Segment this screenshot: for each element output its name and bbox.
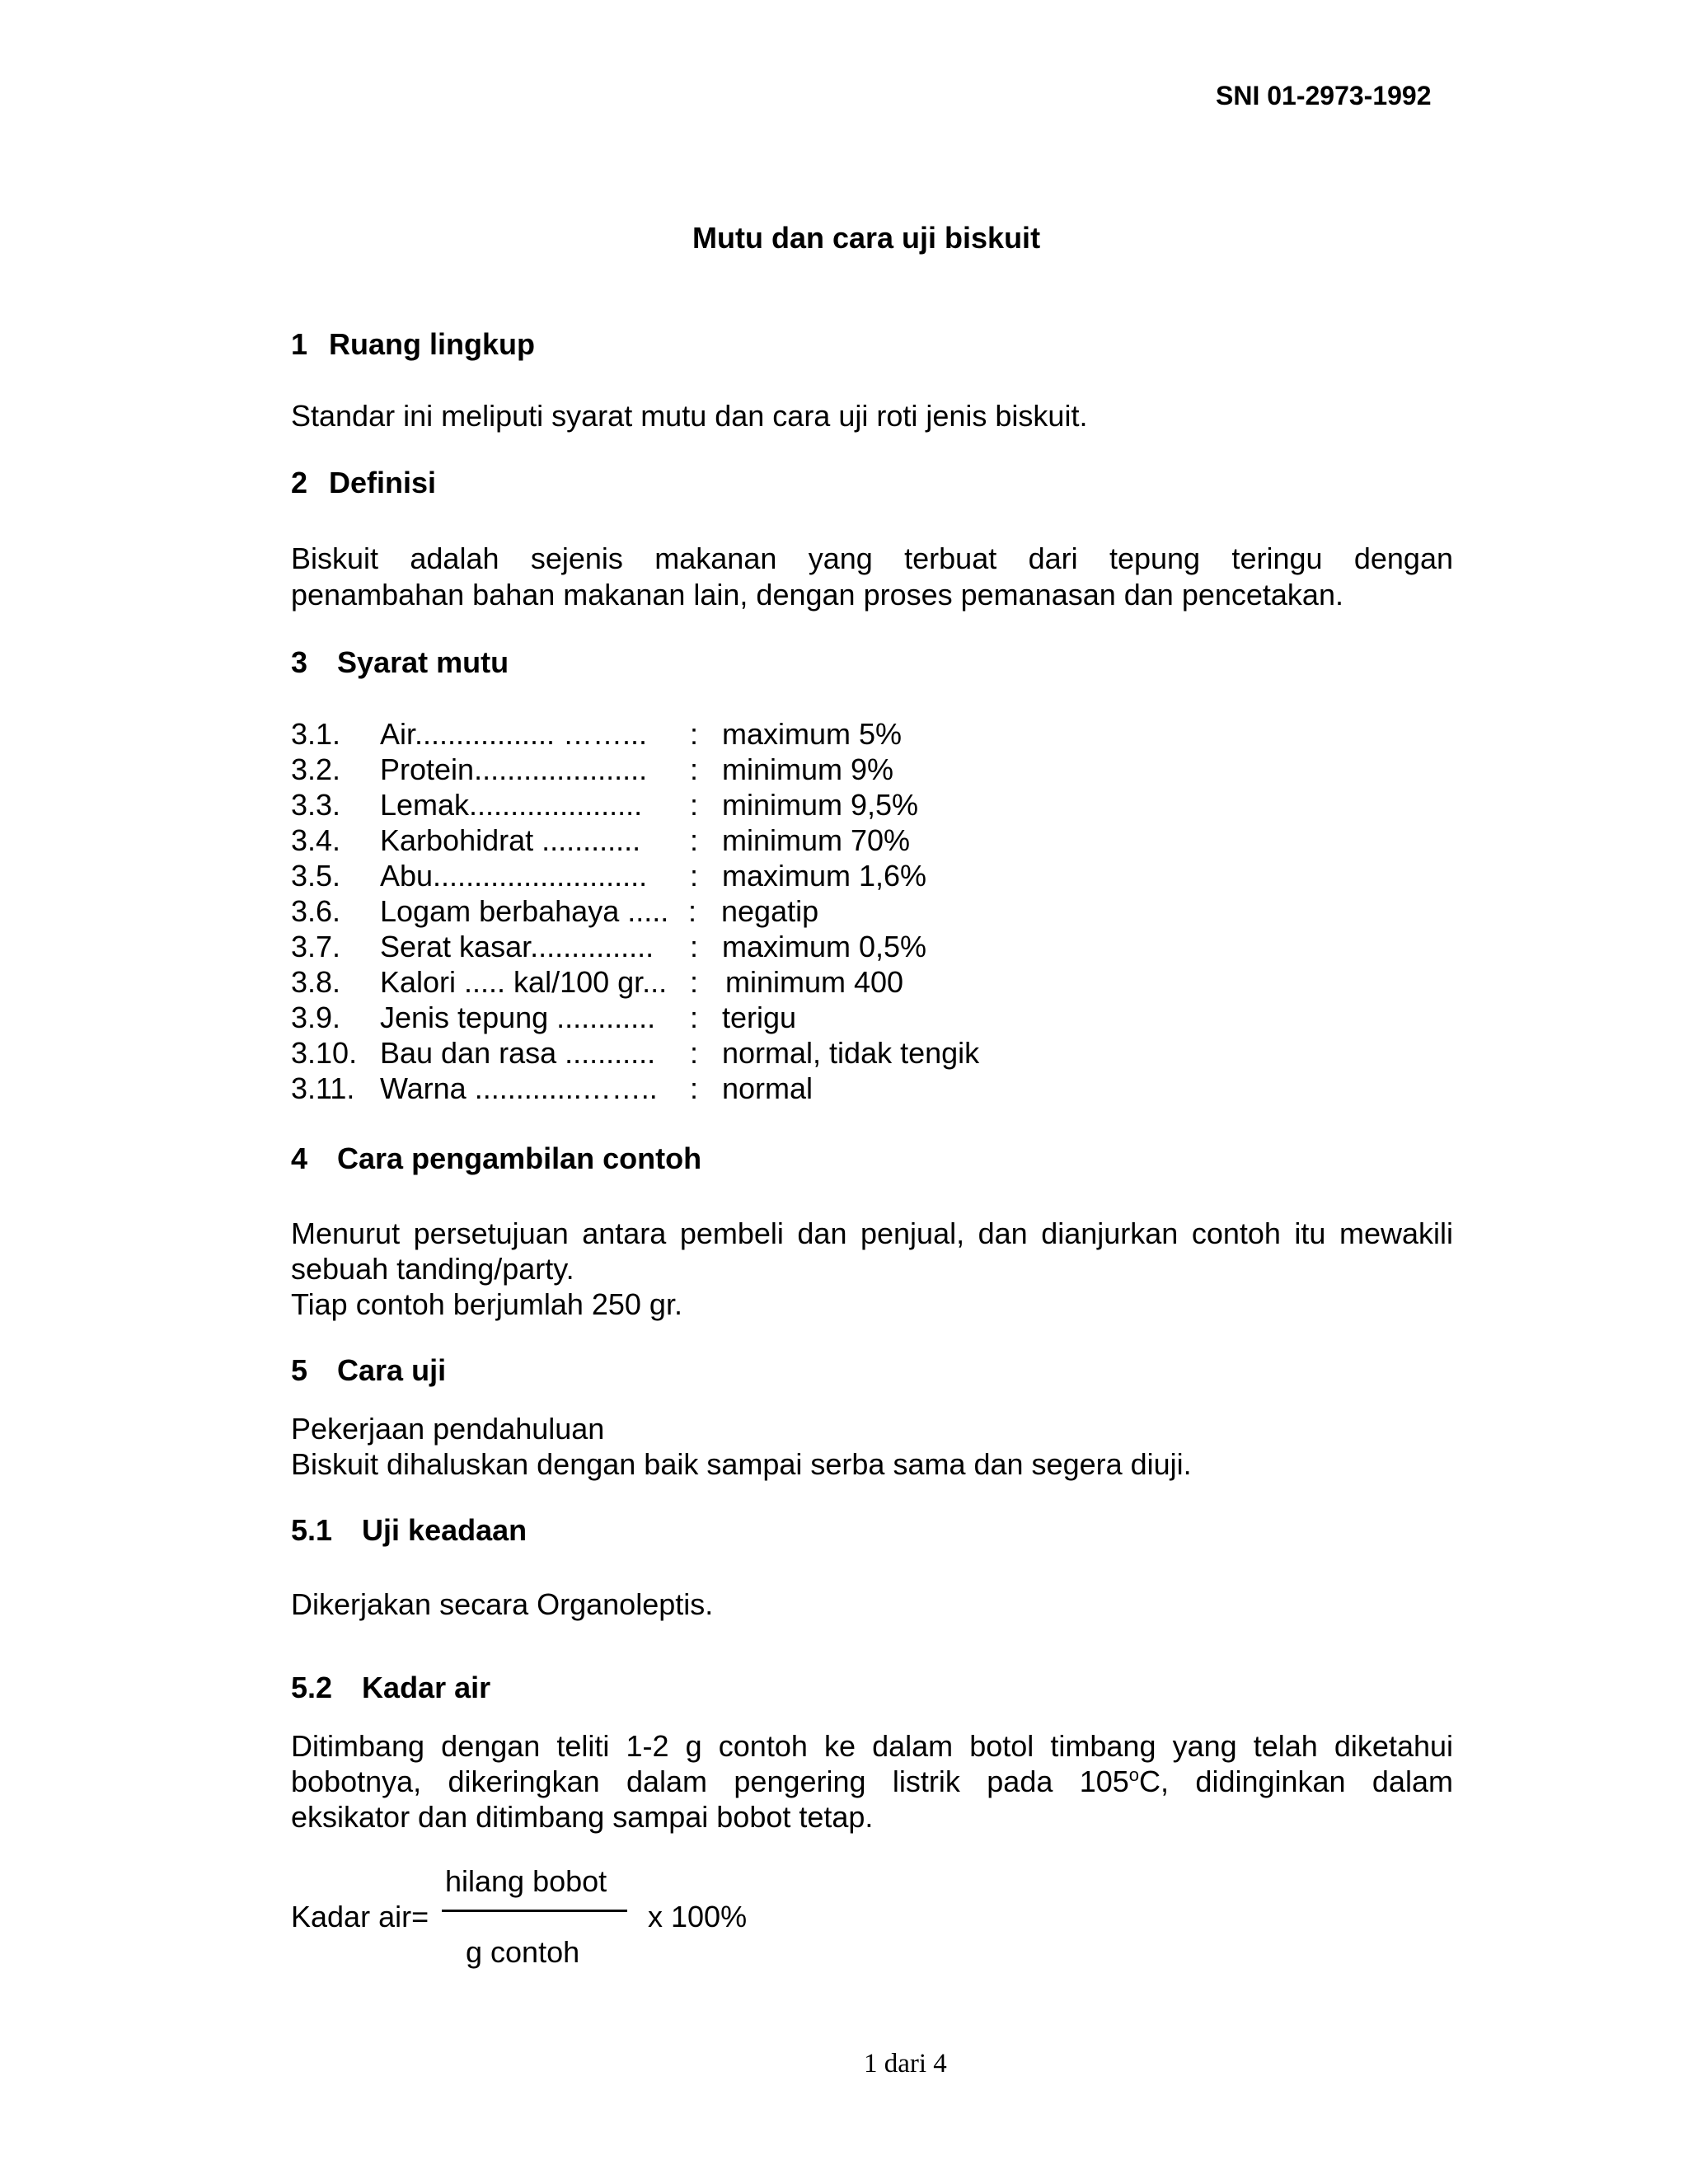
row-colon: : [690,859,699,893]
row-label: Warna .............…….. [380,1071,658,1105]
section-2-heading [291,466,436,500]
row-label: Lemak..................... [380,788,643,822]
degree-superscript: o [1128,1765,1140,1785]
formula-lhs: Kadar air= [291,1900,429,1933]
section-5-2-line-3: eksikator dan ditimbang sampai bobot tetap. [291,1800,874,1834]
section-2-line-1: Biskuit adalah sejenis makanan yang terbuat dari tepung teringu dengan [291,541,1453,575]
row-number: 3.8. [291,965,341,999]
section-4-line-1: Menurut persetujuan antara pembeli dan penjual, dan dianjurkan contoh itu mewakili [291,1216,1453,1250]
section-number: 1 [291,327,308,361]
section-title: Syarat mutu [337,645,509,679]
section-number: 5.2 [291,1671,333,1704]
row-colon: : [688,894,697,928]
line-part: bobotnya, dikeringkan dalam pengering listrik pada 105 [291,1765,1129,1798]
row-colon: : [690,1001,699,1034]
row-number: 3.10. [291,1036,358,1070]
section-1-heading [291,327,535,362]
section-5-2-heading [291,1671,490,1705]
section-5-2-line-2 [291,1764,1453,1799]
row-label: Bau dan rasa ........... [380,1036,656,1070]
section-5-line-1: Pekerjaan pendahuluan [291,1412,605,1446]
section-number: 5.1 [291,1513,333,1547]
section-number: 2 [291,466,308,499]
formula-numerator: hilang bobot [445,1864,607,1898]
row-colon: : [690,823,699,857]
section-4-heading [291,1141,701,1176]
formula-factor: x 100% [648,1900,748,1933]
section-title: Ruang lingkup [329,327,536,361]
row-label: Karbohidrat ............ [380,823,641,857]
standard-code: SNI 01-2973-1992 [1216,81,1432,110]
row-colon: : [690,788,699,822]
section-3-heading [291,645,509,680]
row-label: Logam berbahaya ..... [380,894,669,928]
section-5-1-text: Dikerjakan secara Organoleptis. [291,1587,714,1621]
row-colon: : [690,1071,699,1105]
section-4-line-3: Tiap contoh berjumlah 250 gr. [291,1287,682,1321]
fraction-bar [442,1910,627,1912]
row-number: 3.9. [291,1001,341,1034]
row-label: Jenis tepung ............ [380,1001,656,1034]
document-title: Mutu dan cara uji biskuit [692,221,1041,255]
row-value: normal [722,1071,814,1105]
row-value: minimum 400 [725,965,904,999]
row-colon: : [690,965,699,999]
row-value: terigu [722,1001,797,1034]
row-label: Protein..................... [380,752,648,786]
row-label: Serat kasar............... [380,930,654,963]
row-value: minimum 70% [722,823,911,857]
row-colon: : [690,1036,699,1070]
row-number: 3.7. [291,930,341,963]
row-number: 3.5. [291,859,341,893]
row-colon: : [690,717,699,751]
row-colon: : [690,752,699,786]
row-number: 3.1. [291,717,341,751]
section-2-line-2: penambahan bahan makanan lain, dengan proses pemanasan dan pencetakan. [291,578,1343,612]
row-value: maximum 5% [722,717,903,751]
page-number: 1 dari 4 [864,2049,947,2079]
section-title: Cara pengambilan contoh [337,1141,702,1175]
row-number: 3.4. [291,823,341,857]
section-number: 3 [291,645,308,679]
row-colon: : [690,930,699,963]
row-value: normal, tidak tengik [722,1036,980,1070]
section-1-text: Standar ini meliputi syarat mutu dan cara uji roti jenis biskuit. [291,399,1088,433]
section-title: Kadar air [362,1671,491,1704]
row-number: 3.3. [291,788,341,822]
row-label: Abu.......................... [380,859,648,893]
row-value: minimum 9,5% [722,788,919,822]
row-value: maximum 0,5% [722,930,927,963]
section-number: 5 [291,1353,308,1387]
line-part: C, didinginkan dalam [1139,1765,1453,1798]
row-number: 3.11. [291,1071,355,1105]
section-number: 4 [291,1141,308,1175]
section-title: Definisi [329,466,437,499]
formula-denominator: g contoh [466,1935,580,1969]
row-value: negatip [721,894,819,928]
row-label: Air................. ……... [380,717,648,751]
row-value: minimum 9% [722,752,894,786]
section-5-1-heading [291,1513,527,1548]
section-4-line-2: sebuah tanding/party. [291,1252,574,1286]
row-value: maximum 1,6% [722,859,927,893]
section-title: Cara uji [337,1353,447,1387]
row-number: 3.2. [291,752,341,786]
section-5-line-2: Biskuit dihaluskan dengan baik sampai serba sama dan segera diuji. [291,1447,1192,1481]
section-5-heading [291,1353,446,1388]
section-title: Uji keadaan [362,1513,528,1547]
row-label: Kalori ..... kal/100 gr... [380,965,668,999]
row-number: 3.6. [291,894,341,928]
section-5-2-line-1: Ditimbang dengan teliti 1-2 g contoh ke dalam botol timbang yang telah diketahui [291,1729,1453,1763]
